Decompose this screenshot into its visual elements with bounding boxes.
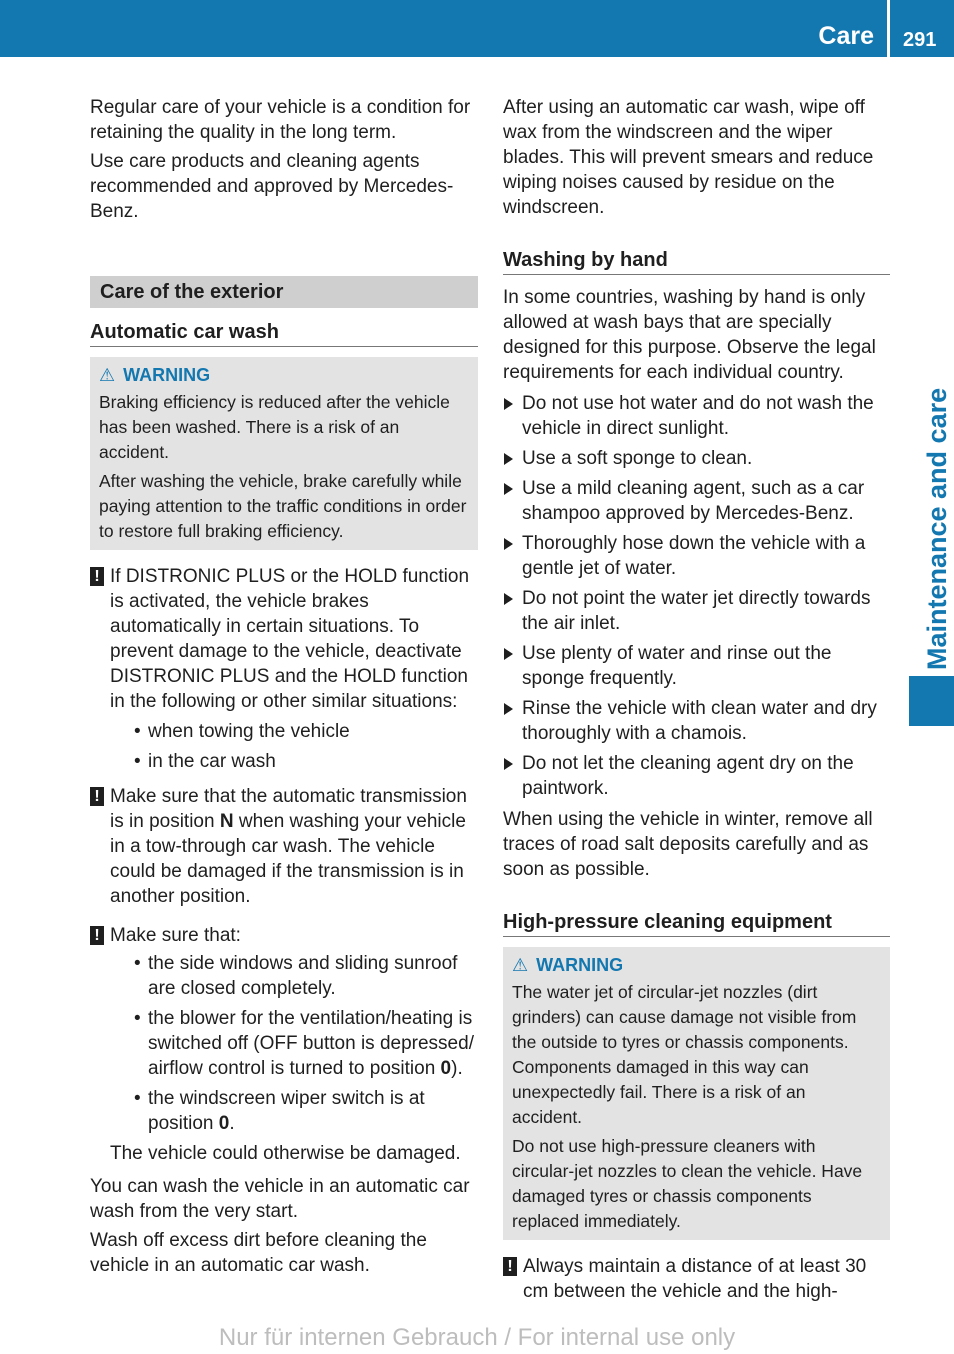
bullet-icon: • xyxy=(134,1008,141,1029)
warning-triangle-icon: ⚠ xyxy=(512,955,529,975)
internal-use-watermark: Nur für internen Gebrauch / For internal use only xyxy=(218,1324,736,1351)
note-text-part: when washing your vehicle in a tow-through car wash. The vehicle could be damaged if the transmission is in another position. xyxy=(110,811,466,907)
caution-note xyxy=(90,923,478,1166)
position-value: 0 xyxy=(218,1113,230,1134)
header-bar xyxy=(0,0,954,57)
warning-paragraph: Braking efficiency is reduced after the vehicle has been washed. There is a risk of an accident. xyxy=(99,392,450,462)
position-value: 0 xyxy=(440,1058,452,1079)
exclamation-icon: ! xyxy=(503,1257,517,1276)
instruction-step xyxy=(503,531,890,581)
step-text: Thoroughly hose down the vehicle with a gentle jet of water. xyxy=(522,533,866,579)
warning-title-text: WARNING xyxy=(123,365,211,385)
warning-title xyxy=(99,363,468,388)
body-paragraph: Wash off excess dirt before cleaning the vehicle in an automatic car wash. xyxy=(90,1230,427,1276)
warning-box xyxy=(90,357,478,550)
bullet-icon: • xyxy=(134,721,141,742)
note-closing: The vehicle could otherwise be damaged. xyxy=(110,1143,461,1164)
note-text xyxy=(110,784,478,909)
warning-paragraph: The water jet of circular-jet nozzles (dirt grinders) can cause damage not visible from the outside to tyres or chassis components. Components damaged in this way can unexpectedly fail. There is a risk of an accident. xyxy=(512,982,857,1127)
warning-paragraph: Do not use high-pressure cleaners with circular-jet nozzles to clean the vehicle. Have damaged tyres or chassis components replaced immediately. xyxy=(512,1136,863,1231)
step-arrow-icon xyxy=(504,453,513,465)
warning-triangle-icon: ⚠ xyxy=(99,365,116,385)
instruction-step xyxy=(503,391,890,441)
exclamation-icon: ! xyxy=(90,787,104,806)
section-band-care-exterior: Care of the exterior xyxy=(90,276,478,308)
step-arrow-icon xyxy=(504,758,513,770)
bullet-list xyxy=(110,719,478,774)
section-title: Care xyxy=(818,22,874,50)
instruction-step xyxy=(503,751,890,801)
header-divider xyxy=(887,0,890,57)
step-arrow-icon xyxy=(504,483,513,495)
list-item xyxy=(128,1086,478,1136)
warning-title-text: WARNING xyxy=(536,955,624,975)
step-text: Rinse the vehicle with clean water and dry thoroughly with a chamois. xyxy=(522,698,877,744)
left-column xyxy=(90,95,478,1278)
note-text-part: Make sure that the automatic transmission is in position xyxy=(110,786,467,832)
step-arrow-icon xyxy=(504,703,513,715)
step-text: Use a soft sponge to clean. xyxy=(522,448,753,469)
step-text: Use a mild cleaning agent, such as a car shampoo approved by Mercedes-Benz. xyxy=(522,478,865,524)
bullet-list xyxy=(110,951,478,1136)
chapter-tab-label: Maintenance and care xyxy=(922,387,952,670)
caution-note xyxy=(503,1254,890,1304)
bullet-icon: • xyxy=(134,953,141,974)
list-item xyxy=(128,1006,478,1081)
warning-title xyxy=(512,953,880,978)
note-text: Always maintain a distance of at least 30 cm between the vehicle and the high- xyxy=(523,1256,867,1302)
list-item-text: . xyxy=(229,1113,235,1134)
subheading-automatic-car-wash: Automatic car wash xyxy=(90,318,478,347)
list-item-text: in the car wash xyxy=(148,751,276,772)
step-text: Do not let the cleaning agent dry on the paintwork. xyxy=(522,753,854,799)
body-paragraph: When using the vehicle in winter, remove all traces of road salt deposits carefully and as soon as possible. xyxy=(503,809,873,880)
list-item-text: when towing the vehicle xyxy=(148,721,350,742)
list-item-text: ). xyxy=(451,1058,463,1079)
list-item-text: the side windows and sliding sunroof are closed completely. xyxy=(148,953,458,999)
step-text: Do not use hot water and do not wash the vehicle in direct sunlight. xyxy=(522,393,874,439)
instruction-list xyxy=(503,391,890,801)
bullet-icon: • xyxy=(134,751,141,772)
instruction-step xyxy=(503,696,890,746)
step-arrow-icon xyxy=(504,648,513,660)
list-item-text: the windscreen wiper switch is at position xyxy=(148,1088,425,1134)
caution-note xyxy=(90,564,478,774)
chapter-tab xyxy=(900,360,954,670)
note-text: If DISTRONIC PLUS or the HOLD function is activated, the vehicle brakes automatically in certain situations. To prevent damage to the vehicle, deactivate DISTRONIC PLUS and the HOLD function in the following or other similar situations: xyxy=(110,566,470,712)
list-item xyxy=(128,749,478,774)
bullet-icon: • xyxy=(134,1088,141,1109)
instruction-step xyxy=(503,446,890,471)
intro-paragraph: Regular care of your vehicle is a condition for retaining the quality in the long term. xyxy=(90,97,471,143)
body-paragraph: After using an automatic car wash, wipe off wax from the windscreen and the wiper blades. This will prevent smears and reduce wiping noises caused by residue on the windscreen. xyxy=(503,97,874,218)
step-arrow-icon xyxy=(504,538,513,550)
list-item xyxy=(128,951,478,1001)
body-paragraph: You can wash the vehicle in an automatic car wash from the very start. xyxy=(90,1176,470,1222)
list-item-text: the blower for the ventilation/heating is switched off (OFF button is depressed/ airflow control is turned to position xyxy=(148,1008,474,1079)
note-text: Make sure that: xyxy=(110,925,241,946)
instruction-step xyxy=(503,476,890,526)
step-arrow-icon xyxy=(504,398,513,410)
instruction-step xyxy=(503,641,890,691)
subheading-washing-by-hand: Washing by hand xyxy=(503,246,890,275)
exclamation-icon: ! xyxy=(90,567,104,586)
step-text: Use plenty of water and rinse out the sponge frequently. xyxy=(522,643,832,689)
caution-note xyxy=(90,784,478,909)
position-value: N xyxy=(219,811,234,832)
subheading-high-pressure: High-pressure cleaning equipment xyxy=(503,908,890,937)
chapter-tab-marker xyxy=(909,676,954,726)
step-arrow-icon xyxy=(504,593,513,605)
warning-paragraph: After washing the vehicle, brake carefully while paying attention to the traffic conditions in order to restore full braking efficiency. xyxy=(99,471,467,541)
list-item xyxy=(128,719,478,744)
right-column xyxy=(503,95,890,1304)
page-number: 291 xyxy=(903,29,937,51)
exclamation-icon: ! xyxy=(90,926,104,945)
warning-box xyxy=(503,947,890,1240)
intro-paragraph: Use care products and cleaning agents recommended and approved by Mercedes-Benz. xyxy=(90,151,454,222)
body-paragraph: In some countries, washing by hand is only allowed at wash bays that are specially designed for this purpose. Observe the legal requirements for each individual country. xyxy=(503,287,876,383)
step-text: Do not point the water jet directly towards the air inlet. xyxy=(522,588,871,634)
instruction-step xyxy=(503,586,890,636)
